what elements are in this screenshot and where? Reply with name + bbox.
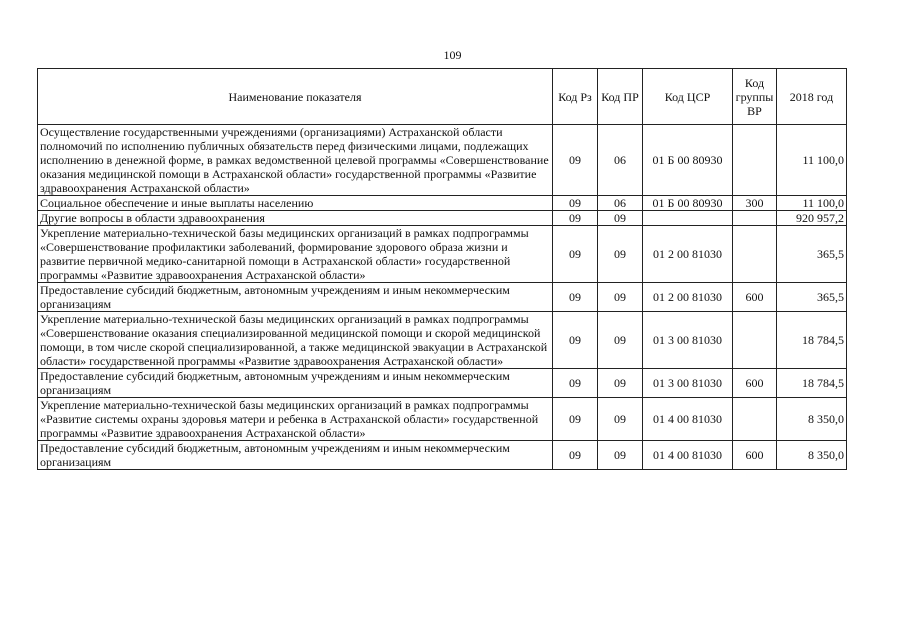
row-pr: 09	[598, 398, 643, 441]
row-csr: 01 4 00 81030	[643, 441, 733, 470]
row-pr: 09	[598, 369, 643, 398]
row-csr: 01 Б 00 80930	[643, 196, 733, 211]
header-rz: Код Рз	[553, 69, 598, 125]
row-rz: 09	[553, 312, 598, 369]
table-row	[38, 441, 847, 470]
row-pr: 09	[598, 283, 643, 312]
table-row	[38, 369, 847, 398]
row-name: Осуществление государственными учреждениями (организациями) Астраханской области полномочий по исполнению публичных обязательств перед физическими лицами, подлежащих исполнению в денежной форме, в рамках ведомственной целевой программы «Совершенствование оказания медицинской помощи в Астраханской области» государственной программы «Развитие здравоохранения Астраханской области»	[38, 125, 553, 196]
row-name: Предоставление субсидий бюджетным, автономным учреждениям и иным некоммерческим организациям	[38, 441, 553, 470]
row-amount: 11 100,0	[777, 125, 847, 196]
row-name: Укрепление материально-технической базы медицинских организаций в рамках подпрограммы «Совершенствование оказания специализированной медицинской помощи и скорой медицинской помощи, в том числе скорой специализированной, а также медицинской эвакуации в Астраханской области» государственной программы «Развитие здравоохранения Астраханской области»	[38, 312, 553, 369]
row-pr: 06	[598, 196, 643, 211]
row-amount: 11 100,0	[777, 196, 847, 211]
row-name: Социальное обеспечение и иные выплаты населению	[38, 196, 553, 211]
row-csr	[643, 211, 733, 226]
row-rz: 09	[553, 283, 598, 312]
row-csr: 01 3 00 81030	[643, 369, 733, 398]
row-amount: 8 350,0	[777, 441, 847, 470]
table-row	[38, 312, 847, 369]
table-row	[38, 125, 847, 196]
table-header-row	[38, 69, 847, 125]
row-csr: 01 2 00 81030	[643, 283, 733, 312]
row-csr: 01 3 00 81030	[643, 312, 733, 369]
row-rz: 09	[553, 226, 598, 283]
table-row	[38, 196, 847, 211]
row-pr: 09	[598, 441, 643, 470]
row-pr: 09	[598, 226, 643, 283]
row-rz: 09	[553, 441, 598, 470]
row-rz: 09	[553, 398, 598, 441]
row-pr: 09	[598, 211, 643, 226]
row-name: Предоставление субсидий бюджетным, автономным учреждениям и иным некоммерческим организациям	[38, 283, 553, 312]
row-amount: 365,5	[777, 226, 847, 283]
row-csr: 01 4 00 81030	[643, 398, 733, 441]
table-row	[38, 211, 847, 226]
header-name: Наименование показателя	[38, 69, 553, 125]
row-amount: 18 784,5	[777, 369, 847, 398]
row-vr	[733, 398, 777, 441]
header-vr: Код группы ВР	[733, 69, 777, 125]
row-vr	[733, 125, 777, 196]
row-vr	[733, 211, 777, 226]
row-pr: 09	[598, 312, 643, 369]
row-csr: 01 2 00 81030	[643, 226, 733, 283]
row-rz: 09	[553, 211, 598, 226]
budget-table	[37, 68, 847, 470]
row-amount: 8 350,0	[777, 398, 847, 441]
table-row	[38, 226, 847, 283]
row-vr	[733, 226, 777, 283]
row-vr: 600	[733, 369, 777, 398]
row-amount: 365,5	[777, 283, 847, 312]
row-pr: 06	[598, 125, 643, 196]
row-amount: 920 957,2	[777, 211, 847, 226]
row-rz: 09	[553, 369, 598, 398]
row-vr	[733, 312, 777, 369]
row-name: Укрепление материально-технической базы медицинских организаций в рамках подпрограммы «Совершенствование профилактики заболеваний, формирование здорового образа жизни и развитие первичной медико-санитарной помощи в Астраханской области» государственной программы «Развитие здравоохранения Астраханской области»	[38, 226, 553, 283]
row-vr: 300	[733, 196, 777, 211]
table-row	[38, 398, 847, 441]
table-row	[38, 283, 847, 312]
row-name: Предоставление субсидий бюджетным, автономным учреждениям и иным некоммерческим организациям	[38, 369, 553, 398]
row-rz: 09	[553, 196, 598, 211]
page-number: 109	[443, 48, 462, 62]
header-csr: Код ЦСР	[643, 69, 733, 125]
row-amount: 18 784,5	[777, 312, 847, 369]
header-amount: 2018 год	[777, 69, 847, 125]
row-name: Другие вопросы в области здравоохранения	[38, 211, 553, 226]
row-vr: 600	[733, 283, 777, 312]
row-name: Укрепление материально-технической базы медицинских организаций в рамках подпрограммы «Развитие системы охраны здоровья матери и ребенка в Астраханской области» государственной программы «Развитие здравоохранения Астраханской области»	[38, 398, 553, 441]
header-pr: Код ПР	[598, 69, 643, 125]
row-vr: 600	[733, 441, 777, 470]
row-rz: 09	[553, 125, 598, 196]
row-csr: 01 Б 00 80930	[643, 125, 733, 196]
